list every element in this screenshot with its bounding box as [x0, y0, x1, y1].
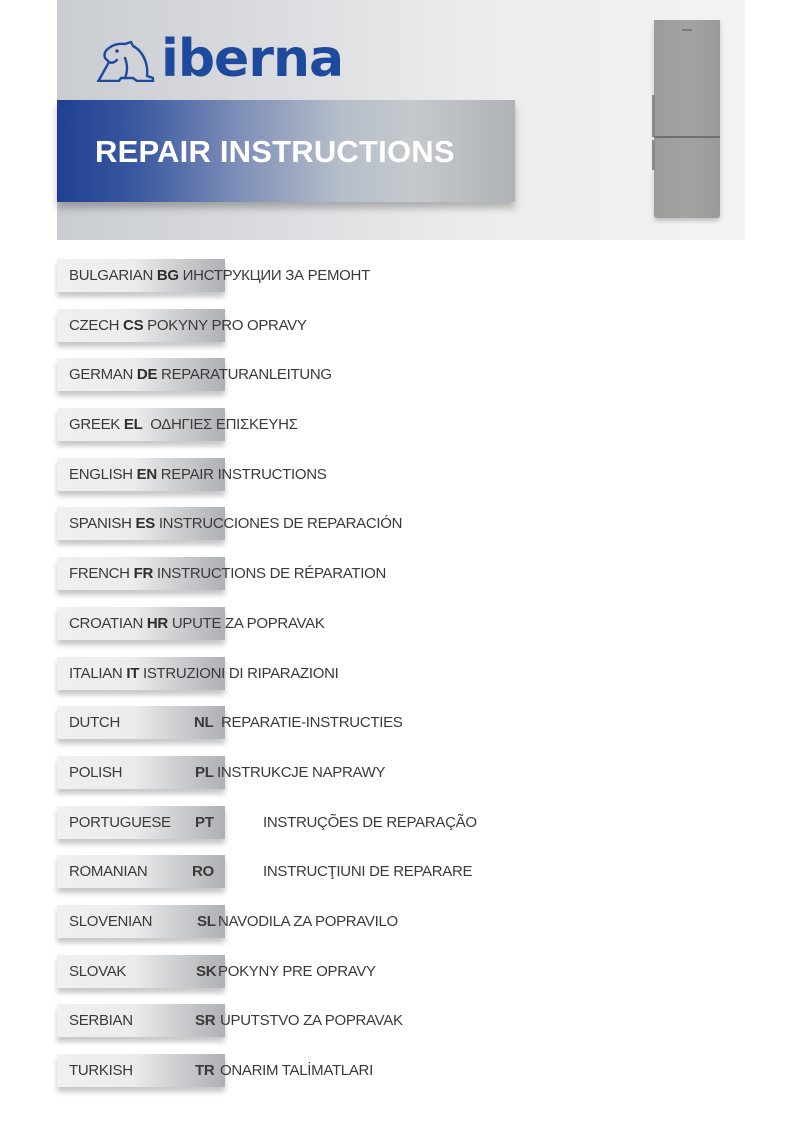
language-code: ES [135, 515, 155, 533]
language-code: PL [195, 763, 214, 781]
language-code: CS [123, 316, 144, 334]
language-name: POLISH [69, 763, 123, 781]
language-name: DUTCH [69, 714, 120, 732]
language-code: PT [195, 813, 214, 831]
title-banner [57, 100, 515, 202]
language-code: BG [156, 267, 179, 284]
language-name: SERBIAN [69, 1012, 133, 1030]
language-code: DE [136, 366, 158, 384]
language-name: SLOVENIAN [69, 912, 153, 930]
language-name: ITALIAN [69, 664, 123, 682]
language-code: RO [192, 863, 214, 881]
language-code: EL [123, 416, 143, 434]
language-title: INSTRUÇÕES DE REPARAÇÃO [263, 813, 477, 831]
fridge-door-split [654, 136, 720, 138]
language-title: POKYNY PRO OPRAVY [147, 316, 307, 334]
cover-header [57, 0, 745, 240]
language-title: INSTRUKCJE NAPRAWY [217, 763, 386, 781]
fridge-badge [682, 29, 692, 31]
language-title: ISTRUZIONI DI RIPARAZIONI [142, 664, 339, 682]
language-name: CROATIAN [69, 614, 143, 632]
language-title: UPUTSTVO ZA POPRAVAK [220, 1012, 403, 1030]
language-title: REPARATIE-INSTRUCTIES [221, 714, 403, 732]
language-name: BULGARIAN [69, 267, 153, 284]
page-title: REPAIR INSTRUCTIONS [95, 134, 455, 169]
language-title: REPAIR INSTRUCTIONS [160, 465, 327, 483]
language-name: FRENCH [69, 565, 130, 583]
language-title: REPARATURANLEITUNG [161, 366, 332, 384]
language-title: NAVODILA ZA POPRAVILO [218, 912, 398, 930]
language-name: SLOVAK [69, 962, 127, 980]
language-code: IT [126, 664, 140, 682]
language-code: NL [194, 714, 214, 732]
fridge-handle-bottom [652, 140, 655, 170]
language-code: FR [133, 565, 153, 583]
language-name: GREEK [69, 416, 121, 434]
brand-name: iberna [161, 29, 344, 89]
language-title: ΟΔΗΓΙΕΣ ΕΠΙΣΚΕΥΗΣ [150, 416, 298, 434]
language-code: SL [197, 912, 216, 930]
language-name: PORTUGUESE [69, 813, 171, 831]
language-code: SR [195, 1012, 216, 1030]
language-title: INSTRUCTIONS DE RÉPARATION [156, 565, 387, 583]
language-name: ROMANIAN [69, 863, 148, 881]
brand-logo [95, 29, 344, 89]
language-code: HR [146, 614, 168, 632]
language-name: ENGLISH [69, 465, 133, 483]
language-title: INSTRUCCIONES DE REPARACIÓN [158, 515, 403, 533]
language-title: UPUTE ZA POPRAVAK [171, 614, 325, 632]
language-code: TR [195, 1062, 215, 1079]
polar-bear-icon [95, 38, 157, 82]
language-title: POKYNY PRE OPRAVY [218, 962, 376, 980]
language-title: INSTRUCŢIUNI DE REPARARE [263, 863, 473, 881]
language-name: SPANISH [69, 515, 132, 533]
fridge-handle-top [652, 95, 655, 137]
refrigerator-image [654, 20, 720, 218]
language-title: ONARIM TALİMATLARI [220, 1062, 373, 1079]
language-code: SK [196, 962, 217, 980]
language-code: EN [136, 465, 157, 483]
language-name: GERMAN [69, 366, 134, 384]
language-name: TURKISH [69, 1062, 133, 1079]
language-name: CZECH [69, 316, 120, 334]
language-title: ИНСТРУКЦИИ ЗА РЕМОНТ [182, 267, 370, 284]
